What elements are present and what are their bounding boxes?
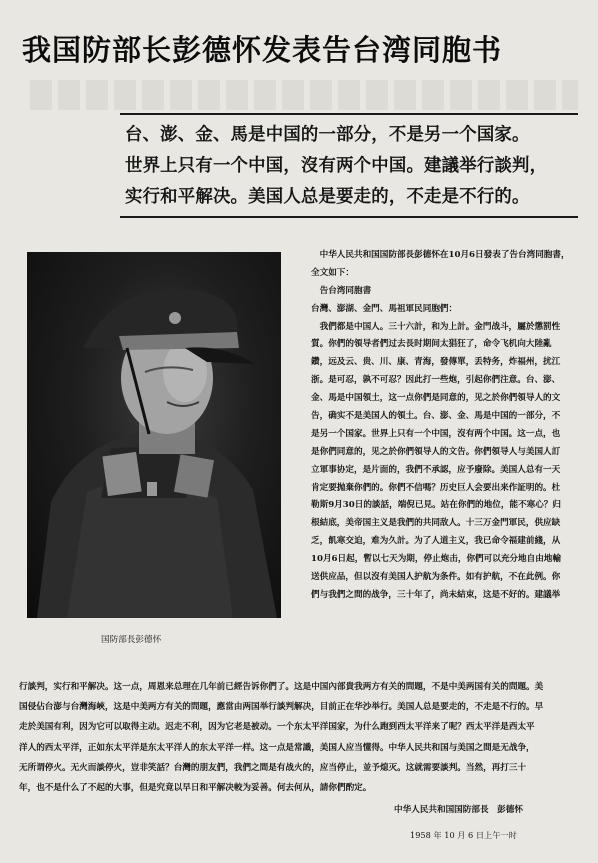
- article-line: 們与我們之間的战争，三十年了，尚未結束，这是不好的。建議举: [311, 589, 561, 600]
- article-line: 国侵佔台澎与台灣海峽，这是中美两方有关的問題，應當由两国举行談判解决，目前正在华沙举行。美国人总是要走的，不走是不行的。早: [19, 702, 544, 713]
- article-line: 浙。是可忍，孰不可忍？因此打一些炮，引起你們注意。台、澎、: [311, 375, 561, 386]
- article-line: 乏，飢寒交迫，难为久計。为了人道主义，我已命令福建前綫，从: [311, 536, 561, 547]
- article-line: 勒斯9月30日的談話，端倪已見。站在你們的地位，能不寒心？归: [311, 500, 561, 511]
- article-line: 中华人民共和国国防部長彭德怀在10月6日發表了告台湾同胞書，: [311, 250, 570, 260]
- article-line: 是另一个国家。世界上只有一个中国，沒有两个中国。这一点，也: [311, 428, 561, 439]
- article-line: 是你們同意的，见之於你們領导人的文告。你們領导人与美国人訂: [311, 446, 561, 457]
- article-line: 年，也不是什么了不起的大事，但是究竟以早日和平解决較为妥善。何去何从，請你們酌定。: [19, 782, 372, 793]
- article-line: 全文如下：: [311, 267, 354, 278]
- dateline: 1958 年 10 月 6 日上午一时: [410, 830, 517, 840]
- article-line: 質。你們的領导者們过去長时期间太猖狂了，命令飞机向大陸亂: [311, 339, 552, 350]
- article-line: 根結底，美帝国主义是我們的共同敌人。十三万金門軍民，供应缺: [311, 518, 561, 529]
- letter-title: 告台湾同胞書: [311, 285, 372, 296]
- article-line: 告，确实不是美国人的領土。台、澎、金、馬是中国的一部分，不: [311, 411, 561, 422]
- article-line: 10月6日起，暫以七天为期，停止炮击，你們可以充分地自由地輸: [311, 554, 561, 565]
- article-line: 行談判，实行和平解决。这一点，周恩来总理在几年前已經告诉你們了。这是中国內部貴我两方有关的問題，不是中美两国有关的問題。美: [19, 682, 544, 692]
- article-continuation: [19, 677, 585, 798]
- rule-top: [120, 113, 578, 115]
- subtitle-line: 实行和平解决。美国人总是要走的，不走是不行的。: [125, 187, 530, 207]
- headline: 我国防部长彭德怀发表告台湾同胞书: [22, 33, 503, 67]
- rule-bottom: [120, 216, 578, 218]
- photo-caption: 国防部長彭德怀: [101, 635, 162, 645]
- letter-salutation: 台灣、澎湖、金門、馬祖軍民同胞們：: [311, 303, 458, 314]
- portrait-photo: [27, 252, 281, 618]
- article-line: 立軍事协定，是片面的，我們不承認，应予廢除。美国人总有一天: [311, 464, 561, 475]
- article-line: 金、馬是中国領土，这一点你們是同意的，见之於你們領导人的文: [311, 393, 561, 404]
- subtitle-line: 世界上只有一个中国，沒有两个中国。建議举行談判，: [125, 156, 548, 176]
- article-line: 鑽，远及云、贵、川、康、青海，發傳單，丢特务，炸福州，扰江: [311, 357, 561, 368]
- portrait-illustration: [27, 252, 281, 618]
- article-line: 肯定要抛棄你們的。你們不信嗎？历史巨人会要出来作証明的。杜: [311, 482, 561, 493]
- signature: 中华人民共和国国防部長 彭德怀: [394, 805, 523, 815]
- subtitle-line: 台、澎、金、馬是中国的一部分，不是另一个国家。: [125, 125, 530, 145]
- article-line: 洋人的西太平洋，正如东太平洋是东太平洋人的东太平洋一样。这一点是常識，美国人应当懂得。中华人民共和国与美国之間是无战争，: [19, 742, 535, 753]
- article-line: 无所谓停火。无火而談停火，豈非笑話？台灣的朋友們，我們之間是有战火的，应当停止，並予熄灭。这就需要談判。当然，再打三十: [19, 762, 527, 773]
- article-line: 送供应品，但以沒有美国人护航为条件。如有护航，不在此例。你: [311, 572, 561, 583]
- article-line: 走於美国有利，因为它可以取得主动。迟走不利，因为它老是被动。一个东太平洋国家，为什么跑到西太平洋来了呢？西太平洋是西太平: [19, 722, 535, 733]
- show-through-strip: [30, 80, 578, 110]
- article-line: 我們都是中国人。三十六計，和为上計。金門战斗，屬於懲罰性: [311, 321, 561, 332]
- article-column: [311, 247, 585, 605]
